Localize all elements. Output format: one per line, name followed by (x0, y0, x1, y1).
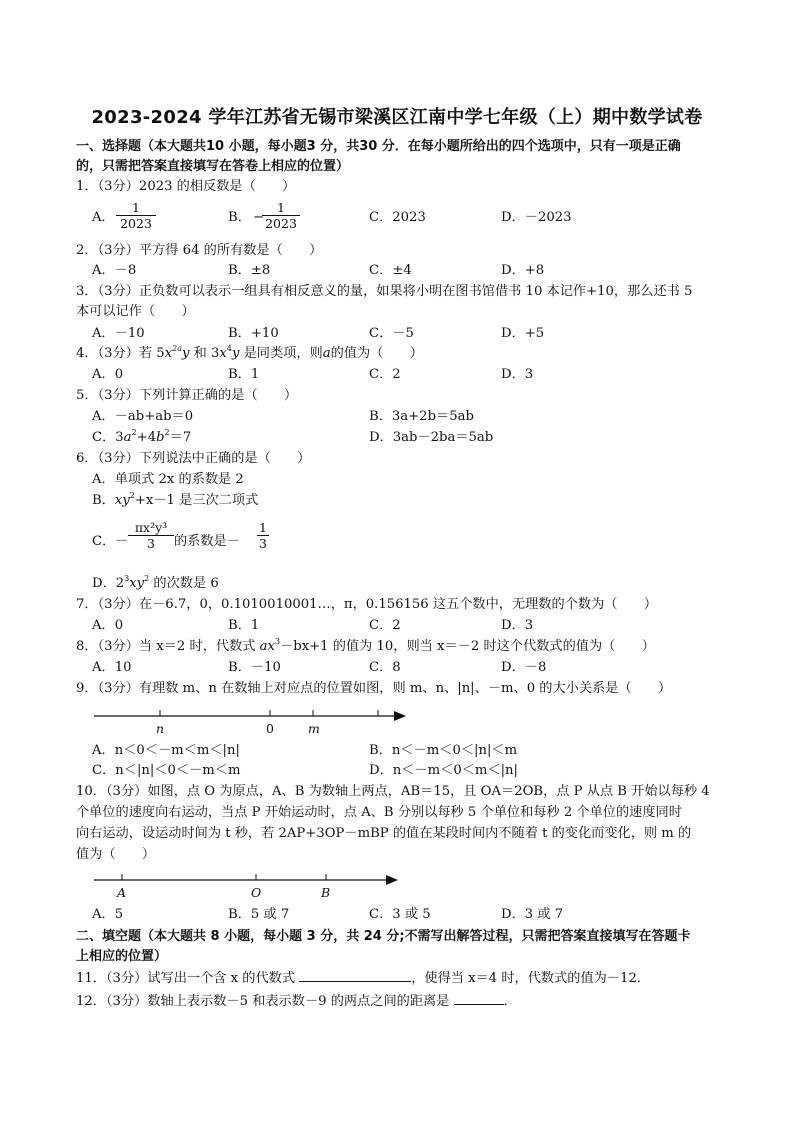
q10-option-c: C．3 或 5 (369, 907, 431, 922)
q6-stem: 6．（3分）下列说法中正确的是（ ） (76, 451, 311, 466)
q12-answer-blank[interactable] (454, 992, 504, 1005)
q1-option-b-fraction (262, 200, 300, 231)
q8-option-a: A．10 (92, 660, 132, 675)
q10-stem-line2: 个单位的速度向右运动，当点 P 开始运动时，点 A、B 分别以每秒 5 个单位和每秒 2 个单位的速度同时 (76, 805, 682, 820)
q5-c-post: ＝7 (169, 430, 192, 445)
q6-c-numerator2: 1 (259, 520, 267, 535)
q6-option-c-fraction (128, 520, 174, 551)
q9-label-n: n (156, 721, 165, 736)
q4-exp-4: 4 (226, 344, 232, 353)
q5-c-var-b: b (156, 430, 165, 445)
q3-option-a: A．－10 (92, 326, 145, 341)
q7-option-c: C．2 (369, 618, 401, 633)
q9-axis-arrow (394, 711, 406, 721)
q8-option-b: B．－10 (228, 660, 281, 675)
q4-option-a: A．0 (92, 367, 124, 382)
q8-var: ax (259, 639, 275, 654)
q3-stem-line2: 本可以记作（ ） (76, 304, 195, 319)
exam-title: 2023-2024 学年江苏省无锡市梁溪区江南中学七年级（上）期中数学试卷 (91, 107, 703, 128)
q1-option-c: C．2023 (369, 210, 426, 225)
q9-option-a: A．n＜0＜－m＜m＜|n| (92, 743, 240, 758)
q9-label-m: m (308, 721, 320, 736)
section2-header-line1: 二、填空题（本大题共 8 小题，每小题 3 分，共 24 分;不需写出解答过程，只需把答案直接填写在答题卡 (76, 929, 691, 944)
q2-option-a: A．－8 (92, 263, 137, 278)
q5-c-var-a: a (123, 430, 132, 445)
q6-d-var: xy (129, 576, 145, 591)
q4-stem-text3: 是同类项，则 (239, 346, 323, 361)
q2-option-b: B．±8 (228, 263, 271, 278)
q1-option-a-label: A． (92, 210, 115, 225)
q6-b-label: B． (92, 493, 115, 508)
q6-d-exp2: 2 (144, 574, 150, 583)
section1-header-line1: 一、选择题（本大题共10 小题，每小题3 分，共30 分．在每小题所给出的四个选项中，只有一项是正确 (76, 139, 681, 154)
q10-label-b: B (321, 885, 331, 900)
q9-option-c: C．n＜|n|＜0＜－m＜m (92, 763, 241, 778)
q2-option-c: C．±4 (369, 263, 412, 278)
q6-b-var: xy (114, 493, 130, 508)
q6-b-exp: 2 (129, 491, 135, 500)
q10-option-a: A．5 (92, 907, 124, 922)
q7-option-a: A．0 (92, 618, 124, 633)
q10-stem-line3: 向右运动，设运动时间为 t 秒，若 2AP+3OP－mBP 的值在某段时间内不随着 t 的变化而变化，则 m 的 (76, 826, 692, 841)
q10-axis-arrow (386, 875, 398, 885)
q8-text2: －bx+1 的值为 10，则当 x＝－2 时这个代数式的值为（ ） (280, 639, 655, 654)
q10-option-b: B．5 或 7 (228, 907, 290, 922)
q12-text1: 12．（3分）数轴上表示数－5 和表示数－9 的两点之间的距离是 (76, 994, 454, 1009)
q4-option-c: C．2 (369, 367, 401, 382)
q6-d-post: 的次数是 6 (149, 576, 219, 591)
q9-label-0: 0 (266, 721, 274, 736)
q2-option-d: D．+8 (501, 263, 545, 278)
q4-var-x2: x (219, 346, 227, 361)
q7-stem: 7．（3分）在－6.7，0，0.1010010001…，π，0.156156 这五个数中，无理数的个数为（ ） (76, 597, 658, 612)
q4-option-d: D．3 (501, 367, 534, 382)
q7-option-d: D．3 (501, 618, 534, 633)
q12-text2: ． (503, 994, 517, 1009)
q1-stem: 1．（3分）2023 的相反数是（ ） (76, 179, 296, 194)
q5-option-a: A．－ab+ab＝0 (92, 409, 194, 424)
q4-var-y: y (182, 346, 190, 361)
q9-stem: 9．（3分）有理数 m、n 在数轴上对应点的位置如图，则 m、n、|n|、－m、0 的大小关系是（ ） (76, 681, 672, 696)
q6-c-denominator: 3 (128, 535, 174, 551)
q4-var-x: x (164, 346, 173, 361)
q8-exp: 3 (274, 637, 281, 646)
q1-option-b-sign: − (253, 210, 265, 225)
q11-stem (76, 969, 650, 988)
q8-option-d: D．－8 (501, 660, 547, 675)
q9-option-d: D．n＜－m＜0＜m＜|n| (369, 763, 518, 778)
q1-option-a-denominator: 2023 (116, 215, 156, 231)
q3-option-b: B．+10 (228, 326, 279, 341)
q1-option-d: D．－2023 (501, 210, 572, 225)
q2-stem: 2．（3分）平方得 64 的所有数是（ ） (76, 243, 323, 258)
q9-option-b: B．n＜－m＜0＜|n|＜m (369, 743, 518, 758)
q8-text1: 8．（3分）当 x＝2 时，代数式 (76, 639, 260, 654)
q5-c-exp2: 2 (164, 428, 170, 437)
q11-answer-blank[interactable] (299, 969, 411, 982)
q5-c-text: C．3 (92, 430, 124, 445)
q4-stem-text4: 的值为（ ） (330, 346, 423, 361)
q6-c-numerator: πx²y³ (134, 520, 168, 535)
q10-label-a: A (117, 885, 127, 900)
q6-d-exp1: 3 (124, 574, 130, 583)
q6-b-post: +x－1 是三次二项式 (134, 493, 259, 508)
q7-option-b: B．1 (228, 618, 260, 633)
q4-exp-2a: 2a (172, 344, 182, 353)
section1-header-line2: 的，只需把答案直接填写在答卷上相应的位置） (76, 159, 350, 174)
q11-text2: ，使得当 x＝4 时，代数式的值为－12． (411, 971, 651, 986)
q3-stem-line1: 3．（3分）正负数可以表示一组具有相反意义的量，如果将小明在图书馆借书 10 本记作+10，那么还书 5 (76, 284, 693, 299)
q4-var-y2: y (231, 346, 240, 361)
q3-option-c: C．－5 (369, 326, 414, 341)
q6-option-c-label: C．－ (92, 534, 129, 549)
q11-text1: 11．（3分）试写出一个含 x 的代数式 (76, 971, 300, 986)
q6-c-denominator2: 3 (257, 535, 269, 551)
q1-option-a-fraction (116, 200, 156, 231)
q1-option-b-denominator: 2023 (262, 215, 300, 231)
q6-option-c-fraction2 (257, 520, 269, 551)
q4-stem (76, 345, 423, 363)
q8-option-c: C．8 (369, 660, 401, 675)
q6-option-d (92, 575, 219, 593)
q10-option-d: D．3 或 7 (501, 907, 564, 922)
q10-number-line (90, 870, 410, 902)
section2-header-line2: 上相应的位置） (76, 949, 168, 964)
q8-stem (76, 638, 655, 656)
q4-stem-text: 4．（3分）若 5 (76, 346, 165, 361)
q12-stem (76, 992, 517, 1011)
q5-stem: 5．（3分）下列计算正确的是（ ） (76, 388, 298, 403)
q6-d-text: D．2 (92, 576, 125, 591)
q5-c-exp1: 2 (131, 428, 137, 437)
q4-var-a: a (322, 346, 331, 361)
q10-label-o: O (251, 885, 262, 900)
q5-c-mid: +4 (136, 430, 157, 445)
q5-option-c (92, 429, 191, 447)
q6-option-c-mid: 的系数是－ (174, 534, 240, 549)
q5-option-b: B．3a+2b＝5ab (369, 409, 474, 424)
q10-stem-line4: 值为（ ） (76, 847, 156, 862)
q9-number-line (90, 704, 410, 738)
q4-option-b: B．1 (228, 367, 260, 382)
q1-option-a-numerator: 1 (132, 200, 140, 215)
q10-stem-line1: 10．（3分）如图，点 O 为原点，A、B 为数轴上两点，AB＝15，且 OA＝2OB，点 P 从点 B 开始以每秒 4 (76, 784, 710, 799)
q3-option-d: D．+5 (501, 326, 545, 341)
q5-option-d: D．3ab－2ba＝5ab (369, 430, 494, 445)
q1-option-b-numerator: 1 (277, 200, 285, 215)
q1-option-b-label: B． (228, 210, 251, 225)
q6-option-a: A．单项式 2x 的系数是 2 (92, 472, 244, 487)
q6-option-b (92, 492, 258, 510)
q4-stem-text2: 和 3 (189, 346, 220, 361)
